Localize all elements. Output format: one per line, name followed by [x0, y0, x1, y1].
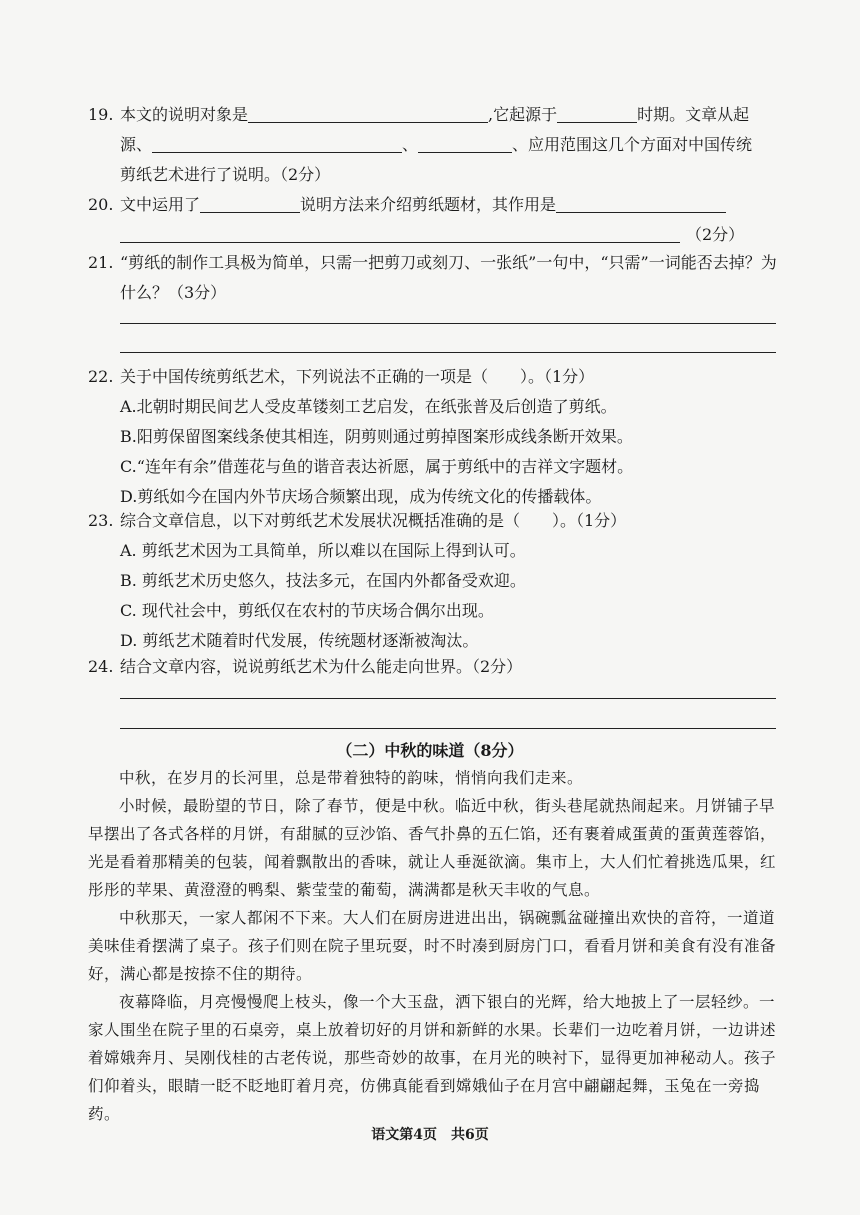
- answer-blank[interactable]: [152, 134, 402, 153]
- option-d[interactable]: D. 剪纸艺术随着时代发展，传统题材逐渐被淘汰。: [120, 631, 479, 650]
- option-b[interactable]: B. 剪纸艺术历史悠久，技法多元，在国内外都备受欢迎。: [120, 571, 526, 590]
- question-number: 23.: [88, 511, 114, 530]
- option-c[interactable]: C. 现代社会中，剪纸仅在农村的节庆场合偶尔出现。: [120, 601, 494, 620]
- question-text: “剪纸的制作工具极为简单，只需一把剪刀或刻刀、一张纸”一句中，“只需”一词能否去掉？为什么？（3分）: [120, 253, 777, 302]
- answer-blank[interactable]: [200, 194, 300, 213]
- answer-blank[interactable]: [120, 224, 680, 243]
- question-stem: 关于中国传统剪纸艺术，下列说法不正确的一项是（ ）。（1分）: [120, 367, 595, 386]
- question-19: [88, 100, 778, 190]
- question-text: 时期。文章从起: [637, 105, 750, 124]
- question-number: 20.: [88, 195, 114, 214]
- answer-blank[interactable]: [556, 194, 726, 213]
- answer-line[interactable]: [120, 323, 776, 324]
- question-text: 源、: [120, 135, 153, 154]
- question-text: 剪纸艺术进行了说明。（2分）: [120, 165, 331, 184]
- question-number: 24.: [88, 657, 114, 676]
- option-a[interactable]: A.北朝时期民间艺人受皮革镂刻工艺启发，在纸张普及后创造了剪纸。: [120, 397, 617, 416]
- option-a[interactable]: A. 剪纸艺术因为工具简单，所以难以在国际上得到认可。: [120, 541, 526, 560]
- question-number: 22.: [88, 367, 114, 386]
- answer-blank[interactable]: [248, 104, 488, 123]
- question-text: 、: [402, 135, 419, 154]
- question-24: [88, 652, 778, 682]
- question-text: 文中运用了: [120, 195, 201, 214]
- passage-paragraph: 小时候，最盼望的节日，除了春节，便是中秋。临近中秋，街头巷尾就热闹起来。月饼铺子早早摆出了各式各样的月饼，有甜腻的豆沙馅、香气扑鼻的五仁馅，还有裹着咸蛋黄的蛋黄莲蓉馅，光是看着那精美的包装，闻着飘散出的香味，就让人垂涎欲滴。集市上，大人们忙着挑选瓜果，红彤彤的苹果、黄澄澄的鸭梨、紫莹莹的葡萄，满满都是秋天丰收的气息。: [88, 797, 777, 899]
- question-text: 本文的说明对象是: [120, 105, 249, 124]
- question-20: [88, 190, 778, 250]
- answer-line[interactable]: [120, 352, 776, 353]
- answer-blank[interactable]: [418, 134, 512, 153]
- passage-paragraph: 夜幕降临，月亮慢慢爬上枝头，像一个大玉盘，洒下银白的光辉，给大地披上了一层轻纱。一家人围坐在院子里的石桌旁，桌上放着切好的月饼和新鲜的水果。长辈们一边吃着月饼，一边讲述着嫦娥奔月、吴刚伐桂的古老传说，那些奇妙的故事，在月光的映衬下，显得更加神秘动人。孩子们仰着头，眼睛一眨不眨地盯着月亮，仿佛真能看到嫦娥仙子在月宫中翩翩起舞，玉兔在一旁捣药。: [88, 993, 777, 1123]
- question-text: 、应用范围这几个方面对中国传统: [512, 135, 753, 154]
- option-b[interactable]: B.阳剪保留图案线条使其相连，阴剪则通过剪掉图案形成线条断开效果。: [120, 427, 633, 446]
- answer-blank[interactable]: [557, 104, 637, 123]
- question-number: 19.: [88, 105, 114, 124]
- passage-paragraph: 中秋，在岁月的长河里，总是带着独特的韵味，悄悄向我们走来。: [119, 769, 584, 787]
- question-23: [88, 506, 778, 656]
- question-text: 说明方法来介绍剪纸题材，其作用是: [300, 195, 557, 214]
- question-score: （2分）: [686, 225, 745, 244]
- option-c[interactable]: C.“连年有余”借莲花与鱼的谐音表达祈愿，属于剪纸中的吉祥文字题材。: [120, 457, 634, 476]
- question-stem: 综合文章信息，以下对剪纸艺术发展状况概括准确的是（ ）。（1分）: [120, 511, 627, 530]
- page-footer: 语文第4页 共6页: [371, 1127, 489, 1143]
- question-text: 结合文章内容，说说剪纸艺术为什么能走向世界。（2分）: [120, 657, 523, 676]
- question-22: [88, 362, 778, 512]
- question-text: ,它起源于: [488, 105, 558, 124]
- option-d[interactable]: D.剪纸如今在国内外节庆场合频繁出现，成为传统文化的传播载体。: [120, 487, 602, 506]
- answer-line[interactable]: [120, 728, 776, 729]
- section-title: （二）中秋的味道（8分）: [336, 741, 524, 760]
- question-number: 21.: [88, 253, 114, 272]
- question-21: [88, 248, 778, 308]
- passage-paragraph: 中秋那天，一家人都闲不下来。大人们在厨房进进出出，锅碗瓢盆碰撞出欢快的音符，一道道美味佳肴摆满了桌子。孩子们则在院子里玩耍，时不时凑到厨房门口，看看月饼和美食有没有准备好，满心都是按捺不住的期待。: [88, 909, 777, 983]
- answer-line[interactable]: [120, 698, 776, 699]
